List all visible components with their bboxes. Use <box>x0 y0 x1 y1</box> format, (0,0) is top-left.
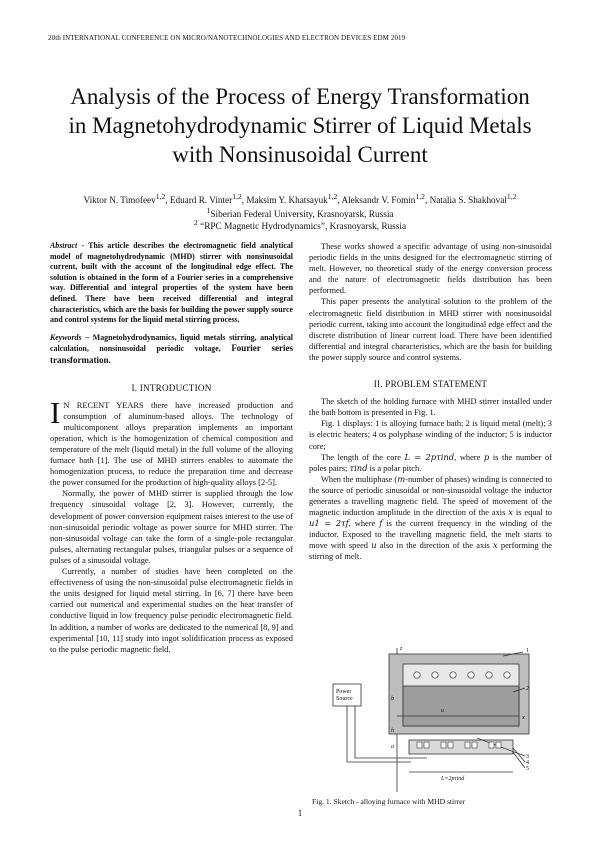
winding-coil <box>417 742 422 748</box>
intro-paragraph-3: Currently, a number of studies have been completed on the effectiveness of using the non-sinusoidal pulse electromagnetic fields in the units designed for liquid metal stirring. In [6, 7] there have been carried out numerical and experimental studies on the heat transfer of conductive liquid in low frequency pulse periodic electromagnetic field. In addition, a number of works are dedicated to the numerical [8, 9] and experimental [10, 11] study into ingot solidification process as exposed to the pulse periodic magnetic field. <box>50 567 293 654</box>
problem-paragraph-4 <box>309 474 552 563</box>
author-affil-sup: 1,2 <box>155 192 166 201</box>
drop-cap: I <box>50 394 61 430</box>
heater-element <box>468 672 474 678</box>
winding-coil <box>472 742 477 748</box>
author-affil-sup: 1,2 <box>327 192 338 201</box>
paper-title <box>40 82 560 169</box>
dimension-label-a: a <box>391 744 394 750</box>
heater-element <box>486 672 492 678</box>
dimension-label-b: b <box>391 696 394 702</box>
text-run: , where <box>454 452 484 462</box>
keywords-tail: Fourier series transformation. <box>50 343 293 365</box>
abstract-label: Abstract <box>50 241 78 250</box>
author-name: Natalia S. Shakhoval <box>429 195 507 206</box>
symbol-tau: τind <box>349 462 368 473</box>
equation-speed: u1 = 2τf <box>309 518 349 529</box>
right-paragraph-1: These works showed a specific advantage of using non-sinusoidal periodic fields in the units designed for the electromagnetic stirring of melt. However, no theoretical study of the energy conversion process and the nature of electromagnetic fields distribution has been performed. <box>309 242 552 296</box>
winding-coil <box>441 742 446 748</box>
text-run: also in the direction of the axis <box>376 541 493 551</box>
affil-text: “RPC Magnetic Hydrodynamics”, Krasnoyarsk, Russia <box>200 222 407 233</box>
affil-sup: 2 <box>193 218 198 227</box>
author-affil-sup: 1,2 <box>415 192 425 201</box>
power-source-box <box>333 684 361 706</box>
symbol-f: f <box>379 518 383 529</box>
intro-p1-text: N RECENT YEARS there have increased production and consumption of aluminum-based alloys. The technology of multicomponent alloys preparation implements an important operation, which is the homogenization of chemical composition and temperature of the melt (liquid metal) in the full volume of the alloying furnace bath [1]. The use of MHD stirrers enables to automate the homogenization process, to reduce the preparation time and decrease the power consumed for the production of high-quality alloys [2-5]. <box>50 400 293 488</box>
symbol-x: x <box>492 540 498 551</box>
winding-coil <box>465 742 470 748</box>
winding-coil <box>448 742 453 748</box>
affil-text: Siberian Federal University, Krasnoyarsk, Russia <box>210 210 394 221</box>
symbol-m: m <box>397 473 406 484</box>
problem-paragraph-1: The sketch of the holding furnace with MHD stirrer installed under the bath bottom is presented in Fig. 1. <box>309 397 552 418</box>
callout-5: 5 <box>526 766 529 772</box>
power-label-1: Power <box>336 689 352 695</box>
intro-paragraph-2: Normally, the power of MHD stirrer is supplied through the low frequency sinusoidal voltage [2, 3]. However, currently, the development of power conversion equipment raises interest to the use of non-sinusoidal periodic voltage as power source for MHD stirrer. The non-sinusoidal voltage can take the form of a single-pole rectangular pulses, alternating rectangular pulses, triangular pulses or a sequence of pulses of a sinusoidal voltage. <box>50 489 293 565</box>
symbol-u: u <box>371 540 377 551</box>
author-name: Aleksandr V. Fomin <box>341 195 416 206</box>
page-number: 1 <box>297 808 303 818</box>
liquid-metal <box>403 686 519 726</box>
text-run: is equal to <box>513 508 552 518</box>
author-list: Viktor N. Timofeev$^{1,2}$, Eduard R. Vinter$^{1,2}$, Maksim Y. Khatsayuk$^{1,2}$, Aleksandr V. Fomin$^{1,2}$, Natalia S. Shakhoval$^{1,2}$ <box>83 192 517 206</box>
left-column <box>50 241 293 655</box>
author-name: Maksim Y. Khatsayuk <box>246 195 328 206</box>
author-name: Eduard R. Vinter <box>169 195 233 206</box>
problem-paragraph-2: Fig. 1 displays: 1 is alloying furnace bath; 2 is liquid metal (melt); 3 is electric heaters; 4 os polyphase winding of the inductor; 5 is inductor core; <box>309 419 552 451</box>
dimension-label-h: h <box>391 728 394 734</box>
text-run: -number of phases) winding is connected to the source of periodic sinusoidal or non-sinusoidal voltage the inductor generates a travelling magnetic field. The speed of movement of the magnetic induction amplitude in the direction of the axis <box>309 474 552 518</box>
text-run: , where <box>348 519 380 529</box>
right-column <box>309 241 552 563</box>
heater-element <box>414 672 420 678</box>
power-label-2: Source <box>336 696 353 702</box>
conference-header: 20th INTERNATIONAL CONFERENCE ON MICRO/NANOTECHNOLOGIES AND ELECTRON DEVICES EDM 2019 <box>48 34 406 42</box>
text-run: is a polar pitch. <box>367 463 422 473</box>
section-heading-introduction: I. INTRODUCTION <box>131 382 212 393</box>
right-paragraph-2: This paper presents the analytical solution to the problem of the electromagnetic field distribution in MHD stirrer with nonsinusoidal periodic current, taking into account the longitudinal edge effect and the discrete distribution of linear current load. There have been identified differential and integral characteristics, which are the basis for building the power supply source and control systems. <box>309 297 552 362</box>
callout-1: 1 <box>526 648 529 654</box>
heater-element <box>432 672 438 678</box>
winding-coil <box>424 742 429 748</box>
abstract <box>50 241 293 326</box>
problem-paragraph-3 <box>309 452 552 474</box>
dimension-label-L: L=2pτind <box>441 776 465 782</box>
callout-4: 4 <box>526 760 529 766</box>
text-run: is the number of poles pairs; <box>309 452 552 473</box>
title-line: in Magnetohydrodynamic Stirrer of Liquid Metals <box>68 113 532 138</box>
keywords <box>50 333 293 367</box>
text-run: is the current frequency in the winding of the inductor. Exposed to the travelling magnetic field, the melt starts to move with speed <box>309 519 552 551</box>
symbol-p: p <box>483 451 490 462</box>
winding-coil <box>496 742 501 748</box>
heater-element <box>504 672 510 678</box>
winding-coil <box>489 742 494 748</box>
equation-core-length: L = 2pτind <box>404 451 455 462</box>
text-run: When the multiphase ( <box>321 474 398 484</box>
axis-label-x: x <box>522 715 525 721</box>
title-line: Analysis of the Process of Energy Transformation <box>70 84 530 109</box>
intro-paragraph-1 <box>50 394 293 489</box>
callout-2: 2 <box>526 686 529 692</box>
heater-element <box>450 672 456 678</box>
author-name: Viktor N. Timofeev <box>83 195 156 206</box>
section-heading-problem: II. PROBLEM STATEMENT <box>373 379 488 390</box>
title-line: with Nonsinusoidal Current <box>172 142 428 167</box>
figure-caption: Fig. 1. Sketch - alloying furnace with MHD stirrer <box>312 797 466 806</box>
velocity-label-u: u <box>441 708 444 714</box>
author-affil-sup: 1,2 <box>506 192 517 201</box>
callout-3: 3 <box>526 754 529 760</box>
keywords-text: – Magnetohydrodynamics, liquid metals stirring, analytical calculation, nonsinusoidal periodic voltage, <box>50 332 293 354</box>
abstract-text: - This article describes the electromagnetic field analytical model of magnetohydrodynamic (MHD) stirrer with nonsinusoidal current, built with the account of the longitudinal edge effect. The solution is obtained in the form of a Fourier series in a comprehensive way. Differential and integral properties of the system have been defined. There have been received differential and integral characteristics, which are the basis for building the power supply source and control systems for the liquid metal stirring process. <box>50 241 293 325</box>
affil-sup: 1 <box>206 206 211 215</box>
text-run: The length of the core <box>321 452 405 462</box>
affiliation-2 <box>40 217 560 233</box>
text-run: performing the stirring of melt. <box>309 541 552 562</box>
author-affil-sup: 1,2 <box>232 192 242 201</box>
furnace-sketch-figure <box>327 642 539 794</box>
keywords-label: Keywords <box>50 332 82 342</box>
symbol-x: x <box>508 507 513 518</box>
axis-label-z: z <box>400 646 403 652</box>
